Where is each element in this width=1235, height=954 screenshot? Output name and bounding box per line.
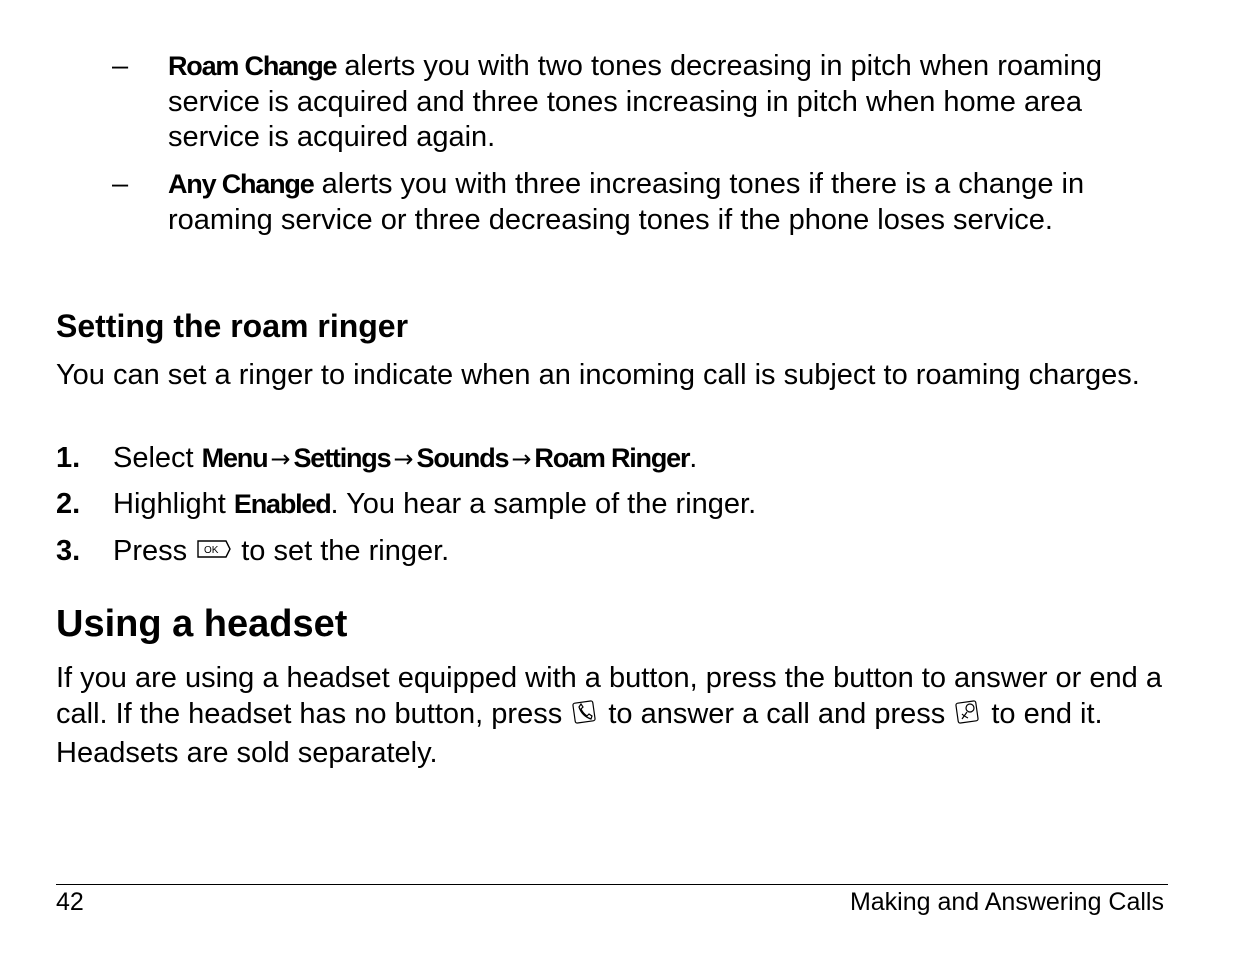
bullet-item-any-change bbox=[112, 167, 1112, 238]
bullet-dash: – bbox=[112, 50, 129, 82]
step-text bbox=[113, 440, 1166, 477]
step-2 bbox=[56, 486, 1166, 522]
roam-ringer-intro: You can set a ringer to indicate when an incoming call is subject to roaming charges. bbox=[56, 359, 1140, 391]
bullet-term: Any Change bbox=[168, 169, 314, 199]
headset-text-3: to end it. Headsets are sold separately. bbox=[56, 698, 1103, 769]
send-key-icon bbox=[570, 696, 600, 735]
step-prefix: Highlight bbox=[113, 488, 234, 520]
arrow-icon: → bbox=[393, 445, 414, 473]
step-3 bbox=[56, 533, 1166, 570]
step-suffix: . bbox=[689, 442, 698, 474]
headset-text-1: If you are using a headset equipped with a button, press the button to answer or end a call. If the headset has no button, press bbox=[56, 662, 1162, 731]
bullet-term: Roam Change bbox=[168, 51, 337, 81]
headset-paragraph bbox=[56, 660, 1171, 771]
sounds-term: Sounds bbox=[416, 443, 509, 473]
arrow-icon: → bbox=[511, 445, 532, 473]
chapter-title: Making and Answering Calls bbox=[849, 888, 1164, 916]
step-prefix: Press bbox=[113, 535, 196, 567]
bullet-text bbox=[168, 167, 1112, 238]
headset-text-2: to answer a call and press bbox=[600, 698, 954, 731]
step-1 bbox=[56, 440, 1166, 477]
enabled-term: Enabled bbox=[233, 489, 331, 519]
section-heading-headset: Using a headset bbox=[56, 603, 348, 645]
svg-text:OK: OK bbox=[204, 545, 219, 557]
settings-term: Settings bbox=[293, 443, 391, 473]
step-suffix: to set the ringer. bbox=[233, 535, 450, 567]
step-prefix: Select bbox=[113, 442, 202, 474]
menu-term: Menu bbox=[201, 443, 268, 473]
step-suffix: . You hear a sample of the ringer. bbox=[330, 488, 757, 520]
end-key-icon bbox=[953, 696, 983, 735]
arrow-icon: → bbox=[270, 445, 291, 473]
bullet-item-roam-change bbox=[112, 49, 1112, 156]
ok-key-icon bbox=[195, 534, 233, 570]
step-number: 2. bbox=[56, 488, 81, 520]
step-text bbox=[113, 533, 1166, 570]
step-text bbox=[113, 486, 1166, 522]
footer-rule bbox=[56, 884, 1168, 885]
bullet-description: alerts you with three increasing tones if there is a change in roaming service or three decreasing tones if the phone loses service. bbox=[168, 168, 1085, 236]
roam-ringer-term: Roam Ringer bbox=[534, 443, 690, 473]
section-heading-roam-ringer: Setting the roam ringer bbox=[56, 308, 409, 344]
bullet-text bbox=[168, 49, 1112, 156]
bullet-description: alerts you with two tones decreasing in pitch when roaming service is acquired and three tones increasing in pitch when home area service is acquired again. bbox=[168, 50, 1103, 153]
page-number: 42 bbox=[56, 888, 84, 916]
step-number: 1. bbox=[56, 442, 81, 474]
step-number: 3. bbox=[56, 535, 81, 567]
bullet-dash: – bbox=[112, 168, 129, 200]
